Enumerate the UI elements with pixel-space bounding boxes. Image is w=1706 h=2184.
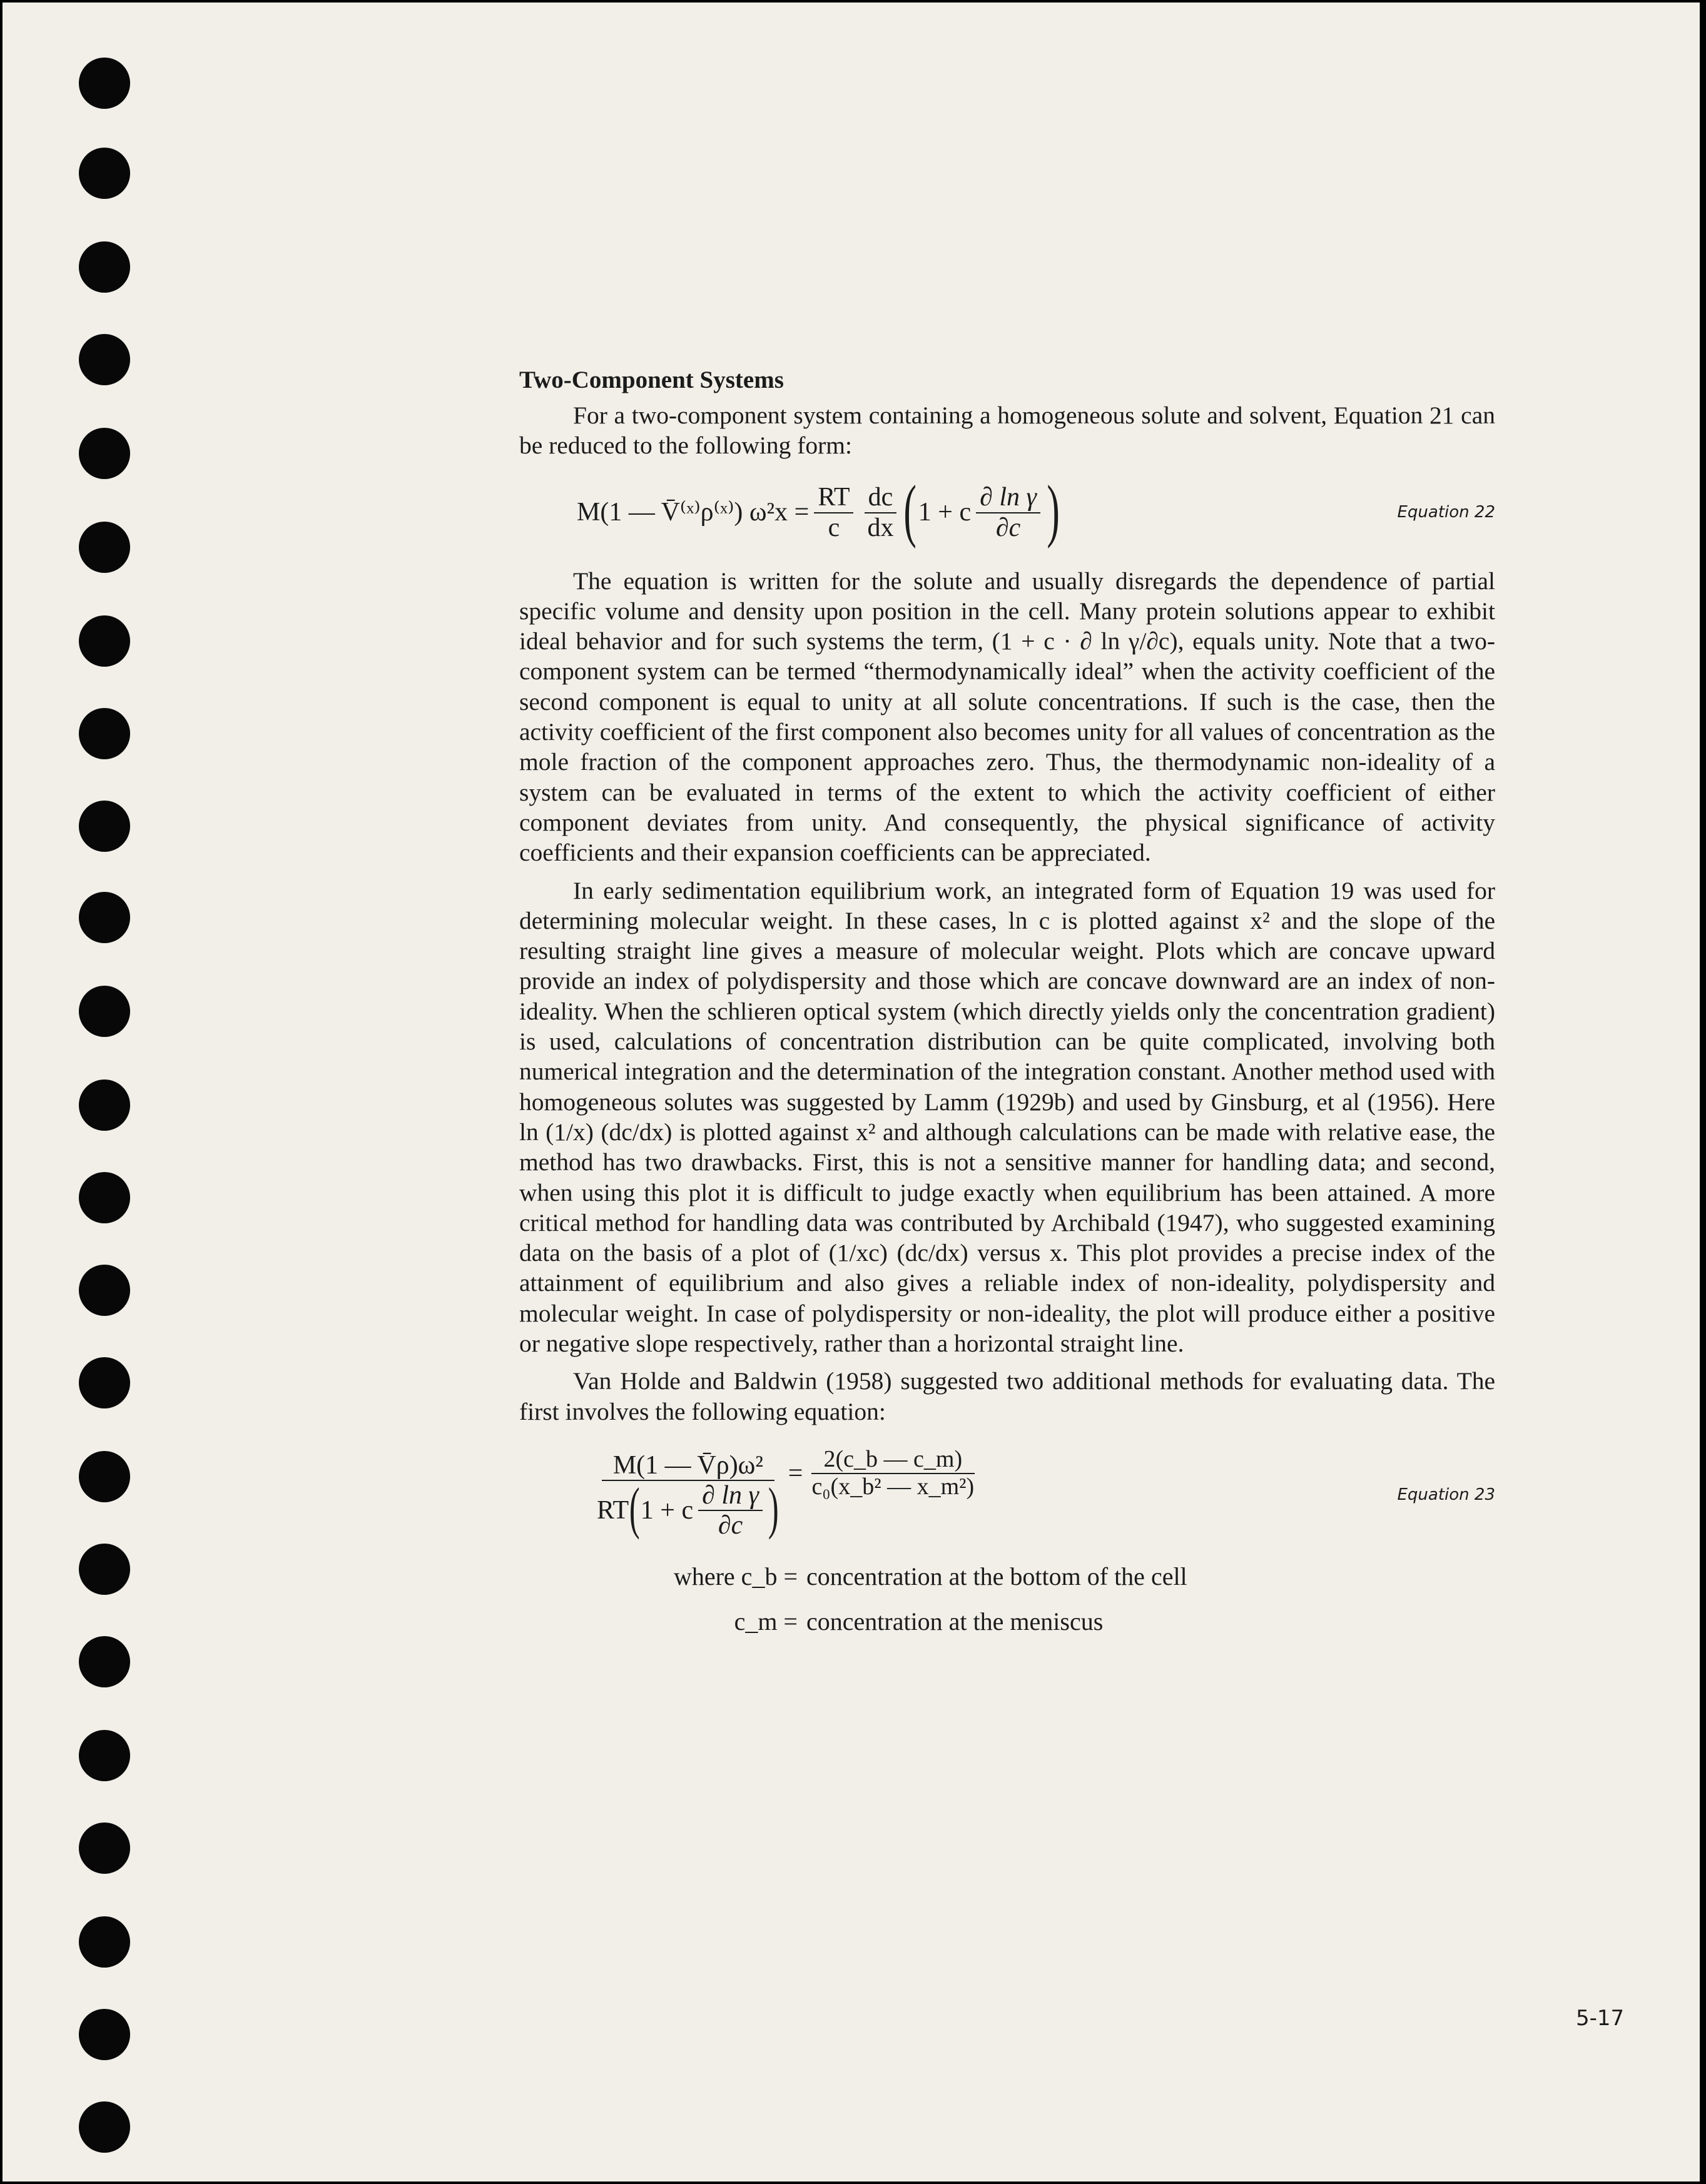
eq23-lhs-numerator: M(1 — V̄ρ)ω² [602, 1451, 774, 1481]
eq23-den-inner: 1 + c [640, 1495, 694, 1525]
paragraph-early-methods: In early sedimentation equilibrium work, an integrated form of Equation 19 was used for determining molecular weight. In these cases, ln c is plotted against x² and the slope of the resulting straight line gives a measure of molecular weight. Plots which are concave upward provide an index of polydispersity and those which are concave downward are an index of non-ideality. When the schlieren optical system (which directly yields only the concentration gradient) is used, calculations of concentration distribution can be quite complicated, involving both numerical integration and the determination of the integration constant. Another method used with homogeneous solutes was suggested by Lamm (1929b) and used by Ginsburg, et al (1956). Here ln (1/x) (dc/dx) is plotted against x² and although calculations can be made with relative ease, the method has two drawbacks. First, this is not a sensitive manner for handling data; and second, when using this plot it is difficult to judge exactly when equilibrium has been attained. A more critical method for handling data was contributed by Archibald (1947), who suggested examining data on the basis of a plot of (1/xc) (dc/dx) versus x. This plot provides a precise index of the attainment of equilibrium and also gives a reliable index of non-ideality, polydispersity and molecular weight. In case of polydispersity or non-ideality, the plot will produce either a positive or negative slope respectively, rather than a horizontal straight line. [519, 876, 1495, 1358]
eq22-f1-denominator: c [828, 513, 840, 542]
left-paren-icon: ( [903, 471, 917, 549]
eq23-equals: = [788, 1459, 803, 1488]
eq22-f1-numerator: RT [814, 483, 853, 513]
equation-22-label: Equation 22 [1397, 502, 1495, 522]
eq22-fraction-rt-c [814, 483, 853, 542]
main-content [519, 365, 1495, 1637]
binder-hole [79, 241, 130, 293]
binder-hole [79, 1823, 130, 1874]
eq23-rhs-numerator: 2(c_b — c_m) [811, 1447, 975, 1474]
binder-hole [79, 428, 130, 479]
equation-23-label: Equation 23 [1397, 1485, 1495, 1504]
binder-hole [79, 986, 130, 1037]
eq22-f3-numerator: ∂ ln γ [976, 483, 1040, 513]
eq23-den-prefix: RT [597, 1495, 629, 1525]
binder-hole [79, 1451, 130, 1502]
binder-hole [79, 334, 130, 385]
binder-hole [79, 148, 130, 199]
binder-hole [79, 58, 130, 109]
eq22-f2-numerator: dc [865, 483, 897, 513]
page-number: 5-17 [1576, 2006, 1625, 2031]
paragraph-ideal-systems: The equation is written for the solute and usually disregards the dependence of partial specific volume and density upon position in the cell. Many protein solutions appear to exhibit ideal behavior and for such systems the term, (1 + c · ∂ ln γ/∂c), equals unity. Note that a two-component system can be termed “thermodynamically ideal” when the activity coefficient of the second component is equal to unity at all solute concentrations. If such is the case, then the activity coefficient of the first component also becomes unity for all values of concentration as the mole fraction of the component approaches zero. Thus, the thermodynamic non-ideality of a system can be evaluated in terms of the extent to which the activity coefficient of either component deviates from unity. And consequently, the physical significance of activity coefficients and their expansion coefficients can be appreciated. [519, 567, 1495, 867]
binder-hole [79, 1265, 130, 1316]
where-definitions [519, 1562, 1495, 1637]
binder-hole [79, 1916, 130, 1968]
eq23-lhs-denominator [593, 1476, 783, 1540]
binder-hole [79, 2101, 130, 2153]
binder-hole [79, 1357, 130, 1408]
where-cb-symbol: where c_b = [673, 1562, 798, 1590]
binder-hole [79, 892, 130, 943]
paragraph-intro: For a two-component system containing a homogeneous solute and solvent, Equation 21 can be reduced to the following form: [519, 402, 1495, 460]
where-row-cm [519, 1607, 1495, 1637]
eq22-f2-denominator: dx [867, 513, 894, 542]
binder-hole [79, 522, 130, 573]
eq22-lhs: M(1 — V̄⁽ˣ⁾ρ⁽ˣ⁾) ω²x = [577, 498, 810, 527]
where-cm-symbol: c_m = [734, 1607, 798, 1635]
binder-hole [79, 708, 130, 759]
binder-hole [79, 801, 130, 852]
paragraph-van-holde: Van Holde and Baldwin (1958) suggested two additional methods for evaluating data. The first involves the following equation: [519, 1367, 1495, 1425]
binder-hole [79, 1636, 130, 1687]
section-heading: Two-Component Systems [519, 367, 784, 393]
right-paren-icon: ) [1047, 471, 1060, 549]
binder-hole [79, 1544, 130, 1595]
eq22-fraction-dlngamma-dc [976, 483, 1040, 542]
eq22-fraction-dc-dx [863, 483, 897, 542]
right-paren-icon: ) [768, 1476, 779, 1540]
binder-hole [79, 1079, 130, 1131]
binder-hole [79, 1172, 130, 1223]
left-paren-icon: ( [629, 1476, 640, 1540]
equation-22 [519, 468, 1495, 557]
binder-hole [79, 615, 130, 667]
eq23-rhs-denominator: c₀(x_b² — x_m²) [811, 1473, 975, 1500]
eq23-den-fraction [698, 1481, 763, 1540]
eq23-lhs-fraction [593, 1451, 783, 1540]
where-cm-definition: concentration at the meniscus [806, 1607, 1104, 1635]
binder-hole [79, 1730, 130, 1781]
eq23-den-f-numerator: ∂ ln γ [698, 1481, 763, 1511]
binder-hole [79, 2009, 130, 2060]
equation-23 [519, 1434, 1495, 1557]
eq23-den-f-denominator: ∂c [718, 1511, 743, 1540]
eq22-f3-denominator: ∂c [995, 513, 1021, 542]
eq22-inner: 1 + c [918, 498, 972, 527]
document-page [3, 3, 1700, 2181]
eq23-rhs-fraction [808, 1447, 978, 1500]
where-row-cb [519, 1562, 1495, 1592]
where-cb-definition: concentration at the bottom of the cell [806, 1562, 1187, 1590]
